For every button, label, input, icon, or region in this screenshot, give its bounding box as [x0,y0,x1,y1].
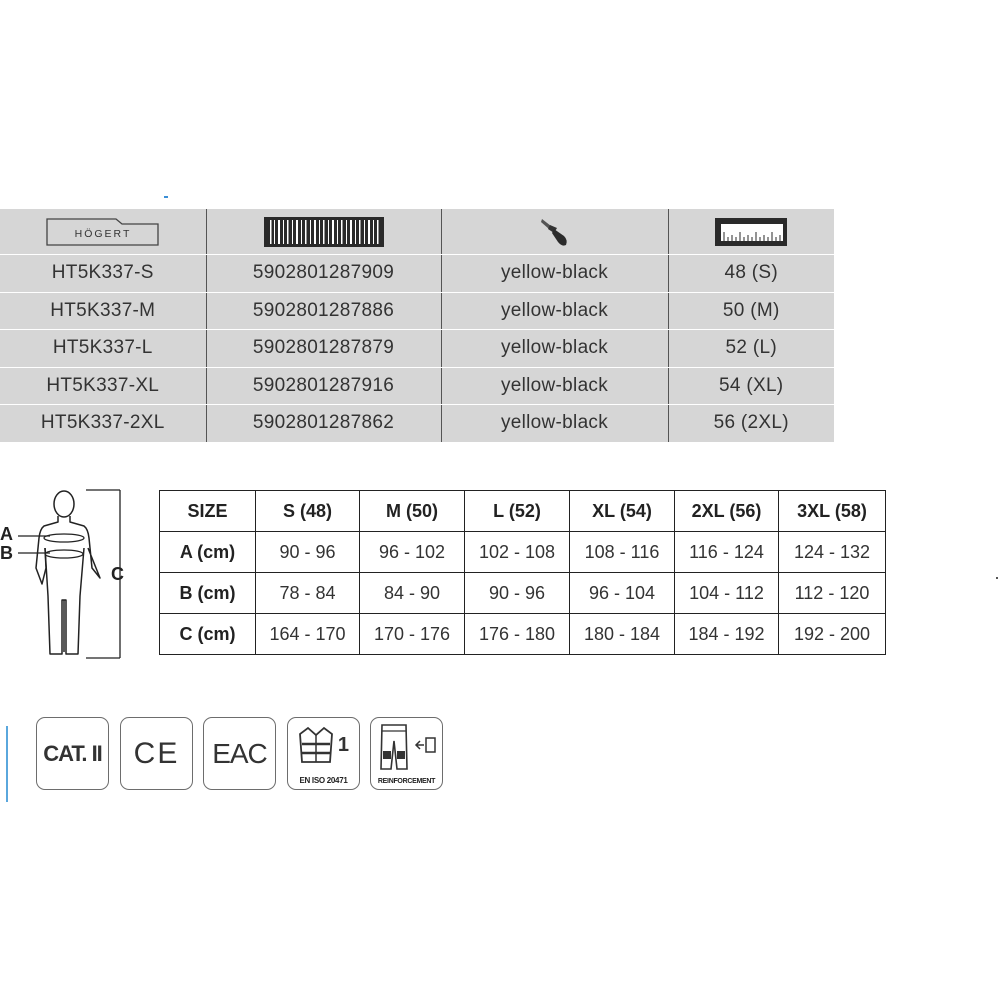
label-c: C [111,564,124,584]
size-row [160,614,886,655]
size-cell: 116 - 124 [675,532,779,573]
size-cell: 176 - 180 [465,614,570,655]
size-cell: 102 - 108 [465,532,570,573]
size-header: 2XL (56) [675,491,779,532]
size-cell: 112 - 120 [779,573,886,614]
reinforcement-badge [370,717,443,790]
hogert-logo-icon [46,218,160,246]
size-cell: 104 - 112 [675,573,779,614]
product-ean: 5902801287916 [206,367,441,405]
size-header: SIZE [160,491,256,532]
product-color: yellow-black [441,330,668,368]
product-code: HT5K337-XL [0,367,206,405]
ce-mark: CE [133,736,180,770]
brand-header-cell [0,209,206,255]
size-cell: 84 - 90 [360,573,465,614]
product-size: 50 (M) [668,292,834,330]
product-row [0,367,834,405]
eac-badge [203,717,276,790]
size-row-label: A (cm) [160,532,256,573]
product-code: HT5K337-M [0,292,206,330]
product-code: HT5K337-L [0,330,206,368]
product-row [0,405,834,443]
stray-dot [996,577,998,579]
product-code: HT5K337-2XL [0,405,206,443]
product-size: 54 (XL) [668,367,834,405]
hi-vis-standard: EN ISO 20471 [299,776,348,785]
product-ean: 5902801287862 [206,405,441,443]
size-cell: 164 - 170 [256,614,360,655]
product-table [0,209,834,443]
eac-mark: EAC [212,737,267,769]
size-cell: 184 - 192 [675,614,779,655]
color-header-cell [441,209,668,255]
size-table [159,490,886,655]
product-ean: 5902801287886 [206,292,441,330]
reinforcement-label: REINFORCEMENT [377,778,436,785]
label-b: B [0,543,13,563]
size-cell: 96 - 102 [360,532,465,573]
size-header-row [160,491,886,532]
size-row [160,573,886,614]
hi-vis-class: 1 [337,734,349,756]
size-header-cell [668,209,834,255]
product-row [0,330,834,368]
product-size: 52 (L) [668,330,834,368]
size-cell: 90 - 96 [256,532,360,573]
product-size: 56 (2XL) [668,405,834,443]
category-text: CAT. II [43,740,102,766]
hi-vis-vest-icon [296,726,336,764]
ce-badge [120,717,193,790]
product-header-row [0,209,834,255]
label-a: A [0,524,13,544]
product-color: yellow-black [441,255,668,293]
size-cell: 170 - 176 [360,614,465,655]
size-header: 3XL (58) [779,491,886,532]
size-row-label: C (cm) [160,614,256,655]
size-row [160,532,886,573]
product-color: yellow-black [441,292,668,330]
product-row [0,292,834,330]
product-row [0,255,834,293]
product-color: yellow-black [441,405,668,443]
size-cell: 124 - 132 [779,532,886,573]
product-ean: 5902801287909 [206,255,441,293]
size-cell: 90 - 96 [465,573,570,614]
size-cell: 108 - 116 [570,532,675,573]
product-color: yellow-black [441,367,668,405]
size-row-label: B (cm) [160,573,256,614]
size-cell: 180 - 184 [570,614,675,655]
product-code: HT5K337-S [0,255,206,293]
size-header: S (48) [256,491,360,532]
barcode-icon [264,217,384,247]
size-cell: 78 - 84 [256,573,360,614]
size-header: XL (54) [570,491,675,532]
size-header: L (52) [465,491,570,532]
reinforced-trousers-icon [376,723,438,771]
accent-mark [164,196,168,198]
size-cell: 96 - 104 [570,573,675,614]
hi-vis-badge [287,717,360,790]
paint-brush-icon [540,216,570,248]
barcode-header-cell [206,209,441,255]
product-size: 48 (S) [668,255,834,293]
accent-line [6,726,8,802]
ruler-icon [715,216,787,248]
body-measurement-figure [0,488,135,660]
product-ean: 5902801287879 [206,330,441,368]
category-badge [36,717,109,790]
size-cell: 192 - 200 [779,614,886,655]
size-header: M (50) [360,491,465,532]
brand-logo-text: HÖGERT [74,227,132,240]
